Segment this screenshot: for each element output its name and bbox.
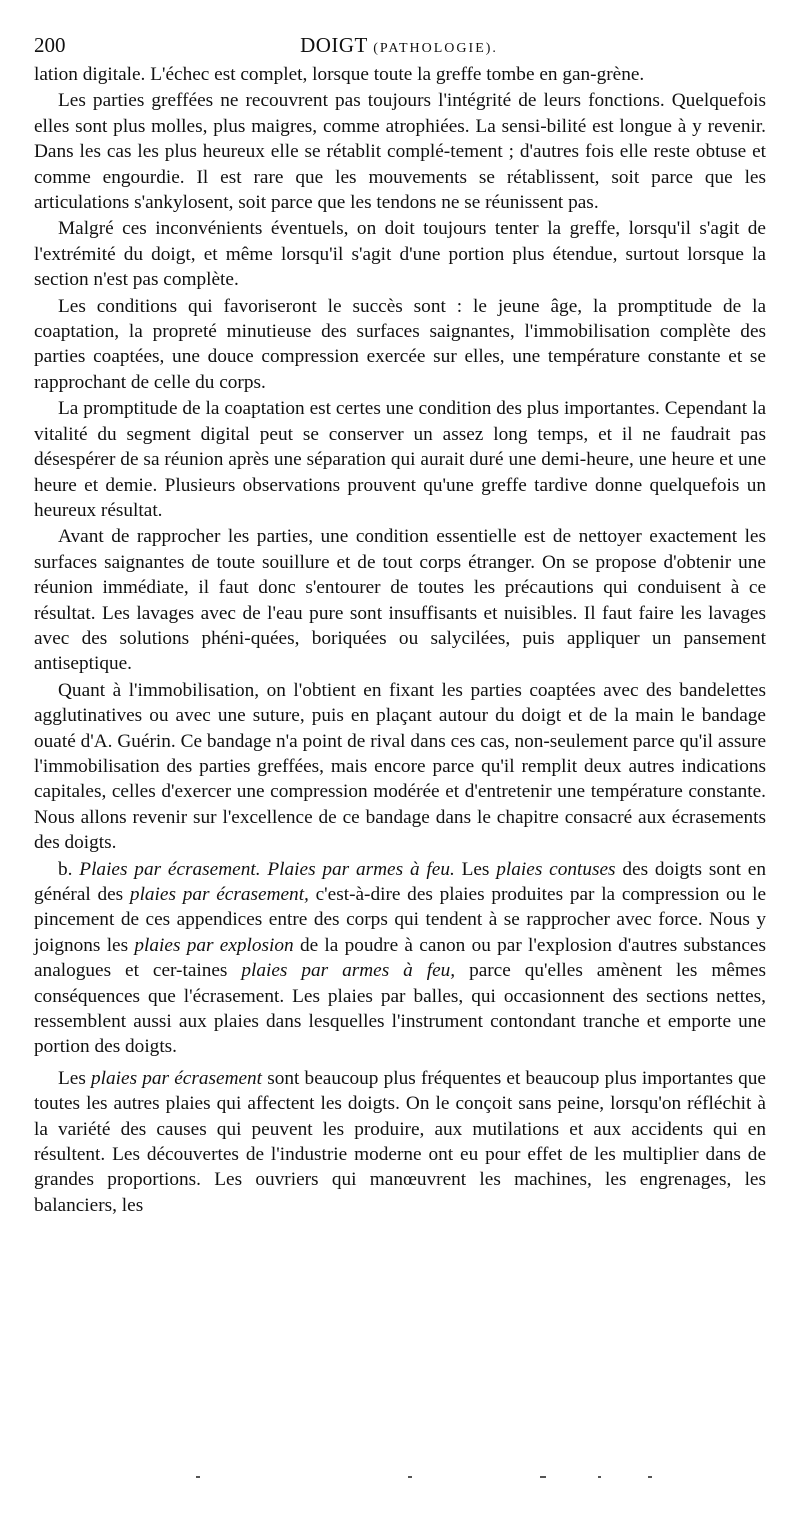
header-title-line [34,30,764,64]
section-b-text-1: Les [454,858,497,880]
last-text-1: Les [58,1067,92,1089]
page-number: 200 [34,33,66,57]
section-b-heading-1: Plaies par écrasement. [79,858,261,880]
paragraph-3: Malgré ces inconvénients éventuels, on doit toujours tenter la greffe, lorsqu'il s'agit de l'extrémité du doigt, et même lorsqu'il s'agit d'une portion plus étendue, surtout lorsque la section n'est pas complète. [34,218,766,291]
section-b-paragraph [34,857,766,1060]
scan-specks [0,1476,800,1486]
paragraph-5: La promptitude de la coaptation est certes une condition des plus importantes. Cependant la vitalité du segment digital peut se conserver un assez long temps, et il ne faudrait pas désespérer de sa réunion après une séparation qui aurait duré une demi-heure, une heure et une heure et demie. Plusieurs observations prouvent qu'une greffe tardive donne quelquefois un heureux résultat. [34,398,766,521]
section-b-italic-4: plaies par armes à feu, [241,960,456,982]
section-b-text-2: des doigts sont en général des [34,858,767,905]
header-title: DOIGT [300,33,368,57]
paragraph-2: Les parties greffées ne recouvrent pas toujours l'intégrité de leurs fonctions. Quelquefois elles sont plus molles, plus maigres, comme atrophiées. La sensi-bilité est longue à y revenir. Dans les cas les plus heureux elle se rétablit complé-tement ; d'autres fois elle reste obtuse et comme engourdie. Il est rare que les mouvements se rétablissent, soit parce que les articulations s'ankylosent, soit parce que les tendons ne se réunissent pas. [34,90,766,214]
last-text-2: sont beaucoup plus fréquentes et beaucoup plus importantes que toutes les autres plaies qui affectent les doigts. On le conçoit sans peine, lorsqu'on réfléchit à la variété des causes qui peuvent les produire, aux mutilations et aux accidents qui en résultent. Les découvertes de l'industrie moderne ont eu pour effet de les multiplier dans de grandes proportions. Les ouvriers qui manœuvrent les machines, les engrenages, les balanciers, les [34,1067,766,1216]
scan-speck [648,1476,652,1478]
section-b-italic-1: plaies contuses [496,858,616,880]
section-b-italic-3: plaies par explosion [134,934,294,956]
running-head [34,30,764,60]
scan-speck [540,1476,546,1478]
section-b-italic-2: plaies par écrasement, [129,884,309,905]
header-subtitle: (PATHOLOGIE). [373,41,498,56]
scan-speck [598,1476,601,1478]
paragraph-7: Quant à l'immobilisation, on l'obtient en fixant les parties coaptées avec des bandelettes agglutinatives ou avec une suture, puis en plaçant autour du doigt et de la main le bandage ouaté d'A. Guérin. Ce bandage n'a point de rival dans ces cas, non-seulement parce qu'il assure l'immobilisation des parties greffées, mais encore parce qu'il remplit deux autres indications capitales, celles d'exercer une compression modérée et d'entretenir une température constante. Nous allons revenir sur l'excellence de ce bandage dans le chapitre consacré aux écrasements des doigts. [34,679,766,854]
section-b-text-4: de la poudre à canon ou par l'explosion d'autres substances analogues et cer-taines [34,934,766,982]
scan-speck [408,1476,412,1478]
paragraph-6: Avant de rapprocher les parties, une condition essentielle est de nettoyer exactement les surfaces saignantes de toute souillure et de tout corps étranger. On se propose d'obtenir une réunion immédiate, il faut donc s'entourer de toutes les précautions qui conduisent à ce résultat. Les lavages avec de l'eau pure sont insuffisants et nuisibles. Il faut faire les lavages avec des solutions phéni-quées, boriquées ou salycilées, puis appliquer un pansement antiseptique. [34,526,766,675]
paragraph-4: Les conditions qui favoriseront le succès sont : le jeune âge, la promptitude de la coaptation, la propreté minutieuse des surfaces saignantes, l'immobilisation complète des parties coaptées, une douce compression exercée sur elles, une température constante et se rapprochant de celle du corps. [34,295,766,393]
paragraph-1: lation digitale. L'échec est complet, lorsque toute la greffe tombe en gan-grène. [34,64,645,85]
section-b-text-3: c'est-à-dire des plaies produites par la compression ou le pincement de ces appendices entre des corps qui tendent à se rapprocher avec force. Nous y joignons les [34,884,766,956]
section-b-text-5: parce qu'elles amènent les mêmes conséquences que l'écrasement. Les plaies par balles, qui occasionnent des sections nettes, ressemblent aussi aux plaies dans lesquelles l'instrument contondant tranche et emporte une portion des doigts. [34,960,766,1058]
last-paragraph [34,1066,766,1218]
section-b-marker: b. [58,858,73,880]
last-italic-1: plaies par écrasement [91,1067,263,1089]
section-b-heading-2: Plaies par armes à feu. [267,858,455,880]
body-text [34,62,766,1218]
scan-speck [196,1476,200,1478]
